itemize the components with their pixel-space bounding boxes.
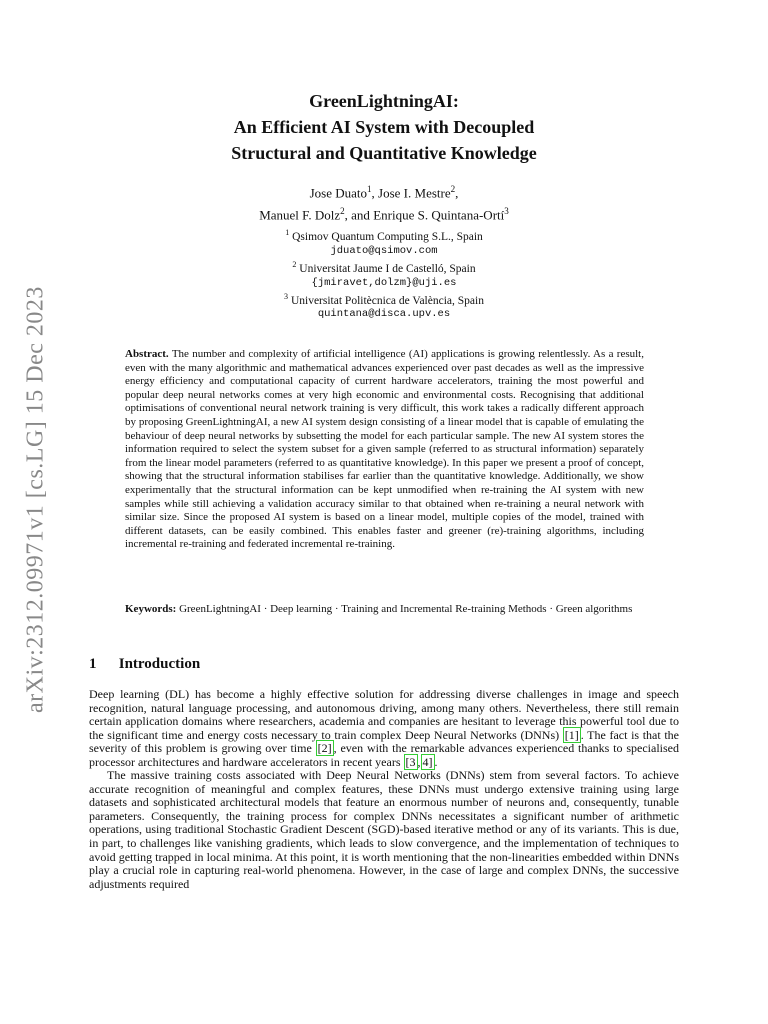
author-name: Jose I. Mestre	[378, 185, 451, 201]
affiliation-list	[120, 226, 648, 321]
paragraph-text: Deep learning (DL) has become a highly effective solution for addressing diverse challenges in image and speech recognition, natural language processing, and autonomous driving, among many others. Nevertheless, there still remain certain application domains where researchers, academia and companies are hesitant to leverage this powerful tool due to the significant time and energy costs necessary to train complex Deep Neural Networks (DNNs)	[89, 687, 679, 742]
section-number: 1	[89, 656, 97, 672]
section-title: Introduction	[118, 656, 201, 672]
body-text	[89, 688, 679, 891]
affiliation-email: quintana@disca.upv.es	[317, 308, 451, 321]
affiliation-number: 2	[292, 259, 297, 269]
arxiv-identifier-sidebar: arXiv:2312.09971v1 [cs.LG] 15 Dec 2023	[22, 286, 49, 714]
author-conjunction: and	[351, 207, 370, 223]
affiliation-item	[120, 290, 648, 308]
keywords	[125, 603, 644, 617]
author-affiliation-mark: 1	[367, 184, 372, 194]
paragraph-text: .	[434, 754, 438, 769]
author-name: Jose Duato	[309, 185, 367, 201]
affiliation-number: 1	[285, 228, 290, 237]
affiliation-name: Universitat Jaume I de Castelló, Spain	[299, 262, 476, 275]
title-line-3: Structural and Quantitative Knowledge	[231, 143, 537, 163]
author-affiliation-mark: 2	[450, 184, 456, 194]
abstract-label: Abstract.	[125, 348, 169, 360]
paper-title	[120, 88, 648, 166]
citation-link[interactable]: [1]	[564, 727, 579, 742]
affiliation-email: jduato@qsimov.com	[330, 244, 438, 257]
title-line-2: An Efficient AI System with Decoupled	[233, 117, 535, 137]
paragraph: The massive training costs associated with Deep Neural Networks (DNNs) stem from several factors. To achieve accurate recognition of meaningful and complex features, these DNNs must undergo extensive training using large datasets and sophisticated architectural models that feature an enormous number of neurons and, consequently, tunable parameters. Consequently, the training process for complex DNNs necessitates a significant number of arithmetic operations, using traditional Stochastic Gradient Descent (SGD)-based iterative method or any of its variants. This is due, in part, to challenges like vanishing gradients, which leads to slow convergence, and the implementation of techniques to avoid getting trapped in local minima. At this point, it is worth mentioning that the non-linearities embedded within DNNs play a crucial role in capturing real-world phenomena. However, in the case of large and complex DNNs, the successive adjustments required	[89, 768, 679, 891]
title-line-1: GreenLightningAI:	[309, 91, 459, 111]
citation-link[interactable]: [3	[405, 754, 416, 769]
author-affiliation-mark: 2	[340, 206, 345, 217]
affiliation-email: {jmiravet,dolzm}@uji.es	[311, 276, 457, 289]
author-list: Jose Duato$^1$, Jose I. Mestre$^2$, Manuel F. Dolz$^2$, and Enrique S. Quintana-Ortí$^3$	[259, 184, 509, 223]
paragraph	[89, 688, 679, 769]
citation-separator: ,	[417, 754, 421, 769]
affiliation-item	[120, 258, 648, 276]
affiliation-number: 3	[284, 291, 289, 301]
keywords-label: Keywords:	[125, 603, 177, 615]
affiliation-name: Qsimov Quantum Computing S.L., Spain	[292, 230, 483, 243]
affiliation-name: Universitat Politècnica de València, Spain	[290, 294, 484, 307]
abstract	[125, 348, 644, 552]
affiliation-item	[120, 226, 648, 244]
citation-link[interactable]: 4]	[422, 754, 433, 769]
citation-link[interactable]: [2]	[317, 741, 332, 756]
author-affiliation-mark: 3	[504, 206, 509, 217]
keywords-text: GreenLightningAI · Deep learning · Training and Incremental Re-training Methods · Green algorithms	[179, 603, 633, 615]
abstract-text: The number and complexity of artificial intelligence (AI) applications is growing relentlessly. As a result, even with the many algorithmic and mathematical advances experienced over past decades as well as the impressive energy efficiency and computational capacity of current hardware accelerators, training the most powerful and popular deep neural networks comes at very high economic and environmental costs. Recognising that additional optimisations of conventional neural network training is very difficult, this work takes a radically different approach by proposing GreenLightningAI, a new AI system design consisting of a linear model that is capable of emulating the behaviour of deep neural networks by subsetting the model for each particular sample. The new AI system stores the information required to select the system subset for a given sample (referred to as structural information) separately from the linear model parameters (referred to as quantitative knowledge). In this paper we present a proof of concept, showing that the structural information stabilises far earlier than the quantitative knowledge. Additionally, we show experimentally that the structural information can be kept unmodified when re-training the AI system with new samples while still achieving a validation accuracy similar to that obtained when re-training a neural network with similar size. Since the proposed AI system is based on a linear model, multiple copies of the model, trained with different datasets, can be easily combined. This enables faster and greener (re)-training algorithms, including incremental re-training and federated incremental re-training.	[125, 348, 644, 551]
paragraph-text: . The fact is that the severity of this problem is growing over time	[89, 727, 679, 756]
paragraph-text: , even with the remarkable advances experienced thanks to specialised processor architectures and hardware accelerators in recent years	[89, 741, 680, 769]
author-name: Manuel F. Dolz	[259, 207, 341, 223]
section-heading	[89, 656, 200, 673]
author-name: Enrique S. Quintana-Ortí	[373, 207, 505, 223]
